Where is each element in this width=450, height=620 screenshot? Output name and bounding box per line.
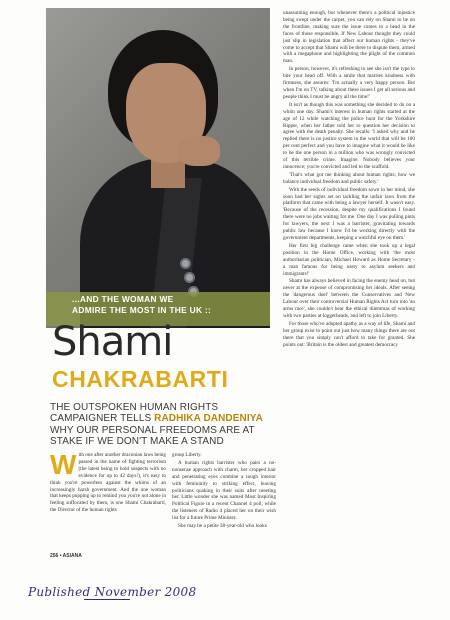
- page-folio: 256 • ASIANA: [50, 553, 82, 559]
- kicker-line-2: ADMIRE THE MOST IN THE UK ::: [72, 305, 212, 315]
- kicker-line-1: ...AND THE WOMAN WE: [72, 294, 174, 304]
- handwritten-note-text: Published November 2008: [28, 585, 197, 599]
- body-column-2: [172, 452, 276, 531]
- jacket-button-icon: [180, 258, 191, 269]
- standfirst: [50, 402, 278, 448]
- body-paragraph: unassuming enough, but whenever there's a political injustice being swept under the carpet, you can rely on Shami to be on the frontline, making sure the issue comes to a head in the faces of those responsible. If New Labour thought they could just slip in legislation that affect our human rights - they've come to accept that Shami will be there to dispute them, armed with a megaphone and highlighting the plight of the common man.: [283, 10, 415, 65]
- standfirst-lead: THE OUTSPOKEN HUMAN RIGHTS CAMPAIGNER TELLS: [50, 402, 219, 425]
- body-paragraph: Shami has always believed in facing the enemy head on, but never at the expense of compromising her ideals. After seeing the 'dangerous duel' between the Conservatives and New Labour over their controversial Human Rights Act turn into 'an arms race', she couldn't bear the ethical dilemmas of working with two parties at loggerheads, and left to join Liberty.: [283, 278, 415, 319]
- body-paragraph: [50, 449, 166, 514]
- body-paragraph: With the seeds of individual freedom sown in her mind, she soon had her sights set on tackling the unfair laws from the platform that came with being a lawyer herself. It wasn't easy. 'Because of the recession, despite my qualifications I found there were no jobs waiting for me. One day I was pulling pints for lawyers, the next I was a barrister, gravitating towards public law because I knew I'd be working directly with the government departments, keeping a watchful eye on them.': [283, 186, 415, 241]
- body-paragraph: She may be a petite 38-year-old who looks: [178, 523, 267, 530]
- handwritten-underline: [84, 599, 130, 600]
- body-paragraph: It isn't as though this was something she decided to do on a whim one day. Shami's interest in human rights started at the age of 12 while watching the police hunt for the Yorkshire Ripper, when her father told her to question her decision to agree with the death penalty. She recalls: 'I asked why and he replied there is no justice system in the world that will be 100 per cent perfect and you have to imagine what it would be like to be the one person in a million who was wrongly convicted of this terrible crime. Imagine. Nobody believes your innocence; you're convicted and led to the scaffold.: [283, 101, 415, 170]
- body-paragraph: For those who've adopted apathy as a way of life, Shami and her group exist to point out just how many things there are out there that you simply can't afford to take for granted. She points out: 'Britain is the oldest and greatest democracy: [283, 320, 415, 348]
- body-column-1: [50, 449, 166, 515]
- body-paragraph: In person, however, it's refreshing to see she isn't the type to bite your head off. With a smile that marries kindness with firmness, she assures: 'I'm actually a very happy person. But when I'm on TV, talking about these issues I get all serious and people think I must be angry all the time!': [283, 66, 415, 100]
- body-column-3: [283, 10, 415, 350]
- body-paragraph: 'That's what got me thinking about human rights; how we balance individual freedom and public safety.': [283, 171, 415, 185]
- photo-hand: [178, 136, 220, 166]
- headline-last-name: CHAKRABARTI: [52, 366, 229, 392]
- drop-cap: W: [50, 449, 77, 480]
- standfirst-tail: WHY OUR PERSONAL FREEDOMS ARE AT STAKE IF WE DON'T MAKE A STAND: [50, 424, 255, 448]
- headline-first-name: Shami: [52, 319, 173, 365]
- portrait-photo: [46, 8, 270, 328]
- body-text: ith one after another draconian laws being passed in the name of fighting terrorism (the latest being to hold suspects with no evidence for up to 42 days!), it's easy to think you're powerless against the whims of an increasingly harsh government. And the one woman that keeps popping up to remind you you're not alone in feeling suffocated by them, is one Shami Chakrabarti, the Director of the human rights: [50, 452, 166, 514]
- jacket-button-icon: [184, 272, 195, 283]
- body-paragraph: A human rights barrister who pairs a no-nonsense approach with charm, her cropped hair and penetrating eyes combine a tough interior with femininity to striking effect, leaving politicians quaking in their suits after meeting her. Little wonder she was named Most Inspiring Political Figure in a recent Channel 4 poll, while the listeners of Radio 4 placed her on their wish list for a future Prime Minister.: [172, 459, 276, 522]
- body-paragraph: Her first big challenge came when she took up a legal position in the Home Office, working with 'the most authoritarian politician, Michael Howard as Home Secretary - a man famous for being nasty to asylum seekers and immigrants!': [283, 242, 415, 277]
- handwritten-note: [28, 585, 196, 599]
- standfirst-author: RADHIKA DANDENIYA: [154, 413, 263, 425]
- body-paragraph: group Liberty.: [172, 452, 202, 458]
